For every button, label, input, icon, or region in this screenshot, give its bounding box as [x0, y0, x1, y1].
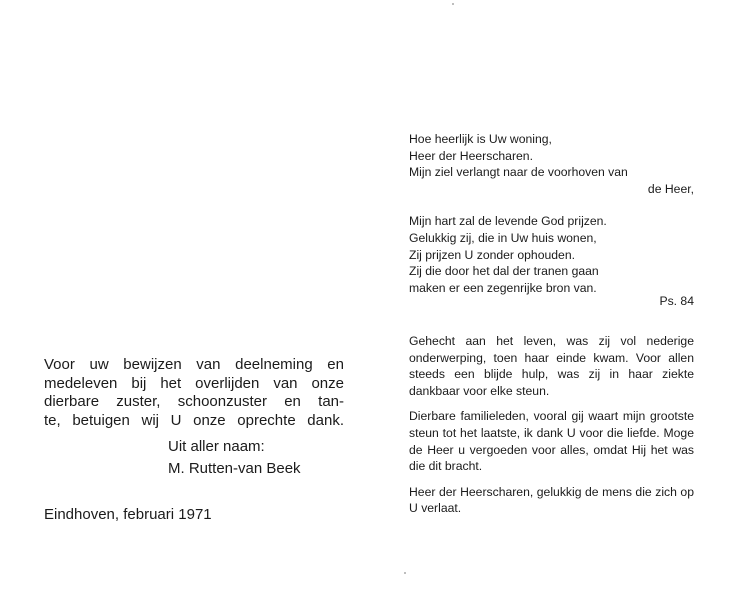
prose-paragraph: Gehecht aan het leven, was zij vol nederige onderwerping, toen haar einde kwam. Voor allen steeds een blijde hulp, was zij in haar ziekte dankbaar voor elke steun.	[409, 334, 694, 398]
psalm-line: Mijn ziel verlangt naar de voorhoven van	[409, 165, 628, 180]
prose-paragraph: Dierbare familieleden, vooral gij waart mijn grootste steun tot het laatste, ik dank U voor die liefde. Moge de Heer u vergoeden voor alles, omdat Hij het was die dit bracht.	[409, 409, 694, 474]
psalm-line: Zij die door het dal der tranen gaan	[409, 264, 599, 279]
place-date: Eindhoven, februari 1971	[44, 506, 212, 523]
thanks-message	[44, 356, 344, 430]
psalm-line: Zij prijzen U zonder ophouden.	[409, 247, 575, 262]
signature-name: M. Rutten-van Beek	[168, 460, 301, 477]
thanks-line: Voor uw bewijzen van deelneming en	[44, 356, 344, 373]
psalm-line: Gelukkig zij, die in Uw huis wonen,	[409, 230, 597, 245]
psalm-line: Hoe heerlijk is Uw woning,	[409, 132, 552, 146]
thanks-line: dierbare zuster, schoonzuster en tan-	[44, 393, 344, 410]
psalm-line: Heer der Heerscharen.	[409, 148, 533, 163]
memorial-prose	[409, 333, 694, 526]
signature-intro: Uit aller naam:	[168, 438, 265, 455]
psalm-line: Mijn hart zal de levende God prijzen.	[409, 214, 607, 229]
psalm-reference: Ps. 84	[659, 294, 694, 308]
psalm-line: maken er een zegenrijke bron van.	[409, 280, 597, 295]
print-speck	[452, 3, 454, 5]
print-speck	[404, 572, 406, 574]
psalm-line: de Heer,	[647, 181, 694, 196]
thanks-line: te, betuigen wij U onze oprechte dank.	[44, 411, 344, 429]
thanks-line: medeleven bij het overlijden van onze	[44, 374, 344, 392]
psalm-text	[409, 131, 694, 296]
prose-paragraph: Heer der Heerscharen, gelukkig de mens die zich op U verlaat.	[409, 484, 694, 516]
